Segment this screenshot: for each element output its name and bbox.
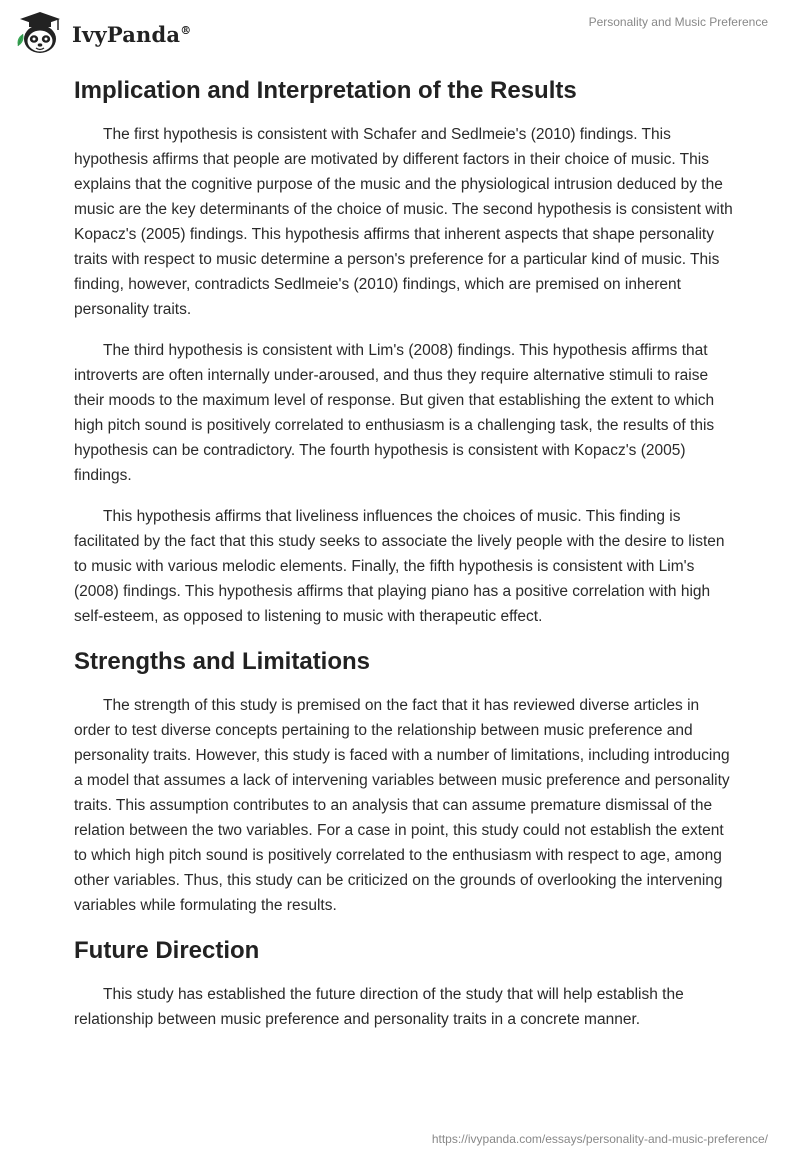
- paragraph: This hypothesis affirms that liveliness influences the choices of music. This finding is facilitated by the fact that this study seeks to associate the lively people with the desire to listen to music with various melodic elements. Finally, the fifth hypothesis is consistent with Lim's (2008) findings. This hypothesis affirms that playing piano has a positive correlation with high self-esteem, as opposed to listening to music with therapeutic effect.: [74, 508, 725, 625]
- paragraph: The strength of this study is premised on the fact that it has reviewed diverse articles in order to test diverse concepts pertaining to the relationship between music preference and personality traits. However, this study is faced with a number of limitations, including introducing a model that assumes a lack of intervening variables between music preference and personality traits. This assumption contributes to an analysis that can assume premature dismissal of the relation between the two variables. For a case in point, this study could not establish the extent to which high pitch sound is positively correlated to the enthusiasm with respect to age, among other variables. Thus, this study can be criticized on the grounds of overlooking the intervening variables while formulating the results.: [74, 697, 730, 914]
- paragraph: The first hypothesis is consistent with Schafer and Sedlmeie's (2010) findings. This hypothesis affirms that people are motivated by different factors in their choice of music. This explains that the cognitive purpose of the music and the physiological intrusion deduced by the music are the key determinants of the choice of music. The second hypothesis is consistent with Kopacz's (2005) findings. This hypothesis affirms that inherent aspects that shape personality traits with respect to music determine a person's preference for a particular kind of music. This finding, however, contradicts Sedlmeie's (2010) findings, which are premised on inherent personality traits.: [74, 126, 733, 318]
- section-heading-implication: Implication and Interpretation of the Results: [74, 77, 577, 104]
- paragraph: The third hypothesis is consistent with Lim's (2008) findings. This hypothesis affirms that introverts are often internally under-aroused, and thus they require alternative stimuli to raise their moods to the maximum level of response. But given that establishing the extent to which high pitch sound is positively correlated to enthusiasm is a challenging task, the results of this hypothesis can be contradictory. The fourth hypothesis is consistent with Kopacz's (2005) findings.: [74, 342, 715, 484]
- registered-mark: ®: [180, 23, 192, 37]
- ivypanda-logo[interactable]: [14, 10, 191, 56]
- section-heading-future: Future Direction: [74, 937, 260, 964]
- panda-graduate-icon: [14, 10, 66, 56]
- document-title: Personality and Music Preference: [588, 15, 768, 29]
- paragraph: This study has established the future direction of the study that will help establish the relationship between music preference and personality traits in a concrete manner.: [74, 986, 684, 1028]
- essay-content: [74, 70, 734, 1032]
- section-heading-strengths: Strengths and Limitations: [74, 648, 371, 675]
- source-url[interactable]: https://ivypanda.com/essays/personality-and-music-preference/: [431, 1132, 768, 1146]
- brand-name: IvyPanda®: [72, 21, 192, 47]
- page-header: [0, 0, 800, 62]
